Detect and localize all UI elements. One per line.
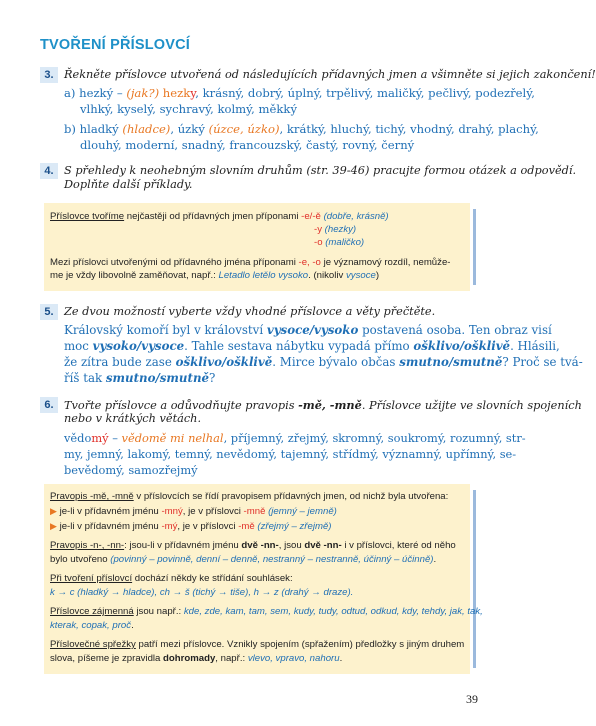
- task-4-instruction-l2: Doplňte další příklady.: [64, 178, 193, 191]
- arrow-right-icon: ▶: [50, 521, 57, 531]
- example: (maličko): [325, 237, 365, 248]
- example: [163, 86, 195, 100]
- example-suffix: y: [190, 86, 196, 100]
- text: je významový rozdíl, nemůže-: [320, 257, 451, 268]
- task-6-instruction-l2: nebo v krátkých větách.: [64, 412, 202, 425]
- box1-p2-l1: [50, 256, 450, 269]
- box1-p2-l2: [50, 269, 379, 282]
- suffix: -e, -o: [298, 257, 321, 268]
- box2-p2-l2: [50, 553, 436, 566]
- text: dochází někdy ke střídání souhlásek:: [132, 573, 293, 584]
- text: Mezi příslovci utvořenými od přídavného jména příponami: [50, 257, 299, 268]
- box2-p3-l2: [50, 586, 353, 599]
- text: . Tahle sestava nábytku vypadá přímo: [184, 339, 414, 353]
- task-6-line1: [64, 430, 526, 446]
- example: vysoce: [345, 270, 376, 281]
- box1-row1: [50, 210, 389, 223]
- task-3-instruction: Řekněte příslovce utvořená od následujících přídavných jmen a všimněte si jejich zakončení!: [64, 68, 596, 81]
- example: (jemný – jemně): [268, 506, 337, 517]
- text: je-li v přídavném jménu: [59, 521, 162, 532]
- task-3-b-line2: dlouhý, moderní, snadný, francouzský, častý, rovný, černý: [80, 138, 415, 152]
- example-stem: hezk: [162, 86, 191, 100]
- text: říš tak: [64, 371, 106, 385]
- example: (hezky): [324, 224, 357, 235]
- text: je-li v přídavném jménu: [59, 506, 162, 517]
- text: hezký –: [79, 86, 127, 100]
- suffix: -mně: [243, 506, 266, 517]
- text: hladký: [79, 122, 123, 136]
- text: slova, píšeme je zpravidla: [50, 653, 164, 664]
- text: .: [339, 653, 343, 664]
- box2-p3-l1: [50, 572, 293, 585]
- task-4-instruction-l1: S přehledy k neohebným slovním druhům (str. 39-46) pracujte formou otázek a odpovědí.: [64, 164, 577, 177]
- choice: vysoce/vysoko: [266, 323, 359, 337]
- task-5-line2: [64, 338, 560, 354]
- box2-p2-l1: [50, 539, 456, 552]
- box2-p1: [50, 490, 448, 503]
- box2-p5-l1: [50, 638, 464, 651]
- task-5-line4: [64, 370, 215, 386]
- text: , úzký: [170, 122, 209, 136]
- box-accent: [473, 209, 476, 285]
- text: i v příslovci, které od něho: [341, 540, 456, 551]
- task-5-line3: [64, 354, 583, 370]
- text: Tvořte příslovce a odůvodňujte pravopis: [64, 399, 299, 412]
- hint: (hladce): [122, 122, 171, 136]
- choice: smutno/smutně: [105, 371, 210, 385]
- text: patří mezi příslovce. Vznikly spojením (spřažením) předložky s jiným druhem: [135, 639, 465, 650]
- term: Při tvoření příslovcí: [50, 573, 133, 584]
- suffix: -e/-ě: [301, 211, 321, 222]
- text: , je v příslovci: [182, 506, 244, 517]
- text: postavená osoba. Ten obraz visí: [358, 323, 552, 337]
- text: , je v příslovci: [177, 521, 239, 532]
- arrow-right-icon: ▶: [50, 506, 57, 516]
- example: kterak, copak, proč: [50, 620, 132, 631]
- section-title: TVOŘENÍ PŘÍSLOVCÍ: [40, 37, 191, 53]
- task-5-line1: [64, 322, 552, 338]
- text: , jsou: [278, 540, 305, 551]
- task-6-line3: bevědomý, samozřejmý: [64, 463, 198, 477]
- task-number-6: 6.: [40, 397, 58, 413]
- example: (povinný – povinně, denní – denně, nestranný – nestranně, účinný – účinně): [110, 554, 434, 565]
- text: .: [131, 620, 134, 631]
- example: k → c (hladký → hladce), ch → š (tichý → tiše), h → z (drahý → draze).: [50, 587, 354, 598]
- label-b: b): [64, 122, 76, 136]
- text: jsou např.:: [133, 606, 184, 617]
- text: , např.:: [215, 653, 248, 664]
- text: že zítra bude zase: [64, 355, 176, 369]
- text: . (nikoliv: [308, 270, 346, 281]
- text: ): [375, 270, 380, 281]
- label-a: a): [64, 86, 76, 100]
- hint: (úzce, úzko): [208, 122, 280, 136]
- choice: ošklivo/ošklivě: [175, 355, 273, 369]
- box2-p4-l1: [50, 605, 483, 618]
- text: vědo: [64, 431, 92, 445]
- info-box-1: [44, 203, 470, 291]
- text: .: [433, 554, 437, 565]
- term: Příslovečné spřežky: [50, 639, 136, 650]
- page-number: 39: [466, 692, 478, 706]
- box-accent: [473, 490, 476, 668]
- example: Letadlo letělo vysoko: [218, 270, 309, 281]
- text: v příslovcích se řídí pravopisem přídavných jmen, od nichž byla utvořena:: [133, 491, 449, 502]
- choice: smutno/smutně: [399, 355, 503, 369]
- text: –: [108, 431, 122, 445]
- text: , příjemný, zřejmý, skromný, soukromý, rozumný, str-: [223, 431, 526, 445]
- text: ?: [209, 371, 216, 385]
- box2-bullet1: [50, 505, 337, 518]
- text: . Mirce bývalo občas: [272, 355, 400, 369]
- suffix: -mný: [161, 506, 183, 517]
- suffix: mý: [91, 431, 109, 445]
- suffix: -y: [314, 224, 322, 235]
- text: me je vždy libovolně zaměňovat, např.:: [50, 270, 219, 281]
- example: (zřejmý – zřejmě): [257, 521, 332, 532]
- term: Příslovce zájmenná: [50, 606, 134, 617]
- suffix: -mý: [161, 521, 178, 532]
- task-number-3: 3.: [40, 67, 58, 83]
- hint: (jak?): [126, 86, 160, 100]
- suffix: -mě: [238, 521, 255, 532]
- task-6-line2: my, jemný, lakomý, temný, nevědomý, tajemný, střídmý, významný, upřímný, se-: [64, 447, 517, 461]
- task-3-a-line2: vlhký, kyselý, sychravý, kolmý, měkký: [80, 102, 297, 116]
- example: vědomě mi nelhal: [121, 431, 224, 445]
- term: Pravopis -mě, -mně: [50, 491, 134, 502]
- box2-p5-l2: [50, 652, 342, 665]
- task-number-4: 4.: [40, 163, 58, 179]
- emph: dvě -nn-: [241, 540, 279, 551]
- example: vlevo, vpravo, nahoru: [247, 653, 340, 664]
- emph: dohromady: [163, 653, 216, 664]
- task-3-b-line1: [64, 121, 539, 137]
- choice: vysoko/vysoce: [92, 339, 185, 353]
- task-number-5: 5.: [40, 304, 58, 320]
- box2-bullet2: [50, 520, 332, 533]
- choice: ošklivo/ošklivě: [413, 339, 511, 353]
- box1-row2: [314, 223, 356, 236]
- term: Pravopis -n-, -nn-: [50, 540, 125, 551]
- text: bylo utvořeno: [50, 554, 111, 565]
- emph: dvě -nn-: [304, 540, 342, 551]
- example: kde, zde, kam, tam, sem, kudy, tudy, odtud, odkud, kdy, tehdy, jak, tak,: [183, 606, 483, 617]
- text: nejčastěji od přídavných jmen příponami: [124, 211, 302, 222]
- info-box-2: [44, 484, 483, 674]
- text: . Příslovce užijte ve slovních spojeních: [361, 399, 582, 412]
- text: moc: [64, 339, 93, 353]
- suffix: -o: [314, 237, 323, 248]
- text: . Hlásili,: [510, 339, 560, 353]
- example: (dobře, krásně): [323, 211, 389, 222]
- term: Příslovce tvoříme: [50, 211, 125, 222]
- task-3-a-line1: [64, 85, 535, 101]
- text: : jsou-li v přídavném jménu: [124, 540, 242, 551]
- text: , krásný, dobrý, úplný, trpělivý, maličký, pečlivý, podezřelý,: [195, 86, 535, 100]
- text: ? Proč se tvá-: [502, 355, 583, 369]
- box1-row3: [314, 236, 364, 249]
- text: Královský komoří byl v království: [64, 323, 267, 337]
- emph: -mě, -mně: [298, 398, 362, 412]
- task-5-instruction: Ze dvou možností vyberte vždy vhodné příslovce a věty přečtěte.: [64, 305, 436, 318]
- task-6-instruction-l1: [64, 398, 582, 413]
- box2-p4-l2: [50, 619, 134, 632]
- text: , krátký, hluchý, tichý, vhodný, drahý, plachý,: [279, 122, 539, 136]
